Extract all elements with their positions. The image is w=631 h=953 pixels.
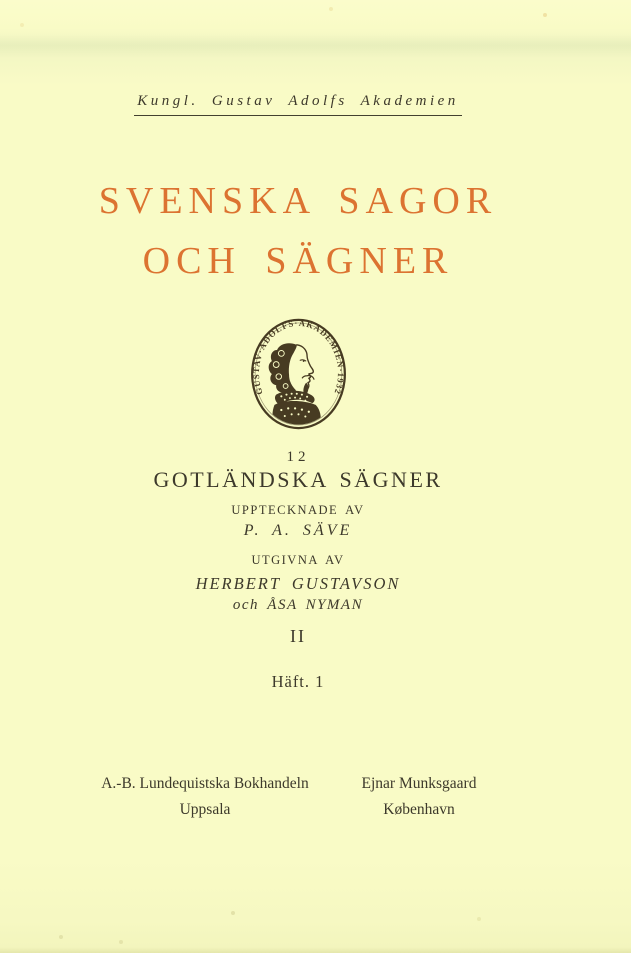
fascicle-label: Häft. 1 bbox=[271, 672, 325, 691]
volume-numeral: II bbox=[290, 626, 306, 646]
editor-secondary-name: och ÅSA NYMAN bbox=[232, 597, 364, 613]
series-subtitle: GOTLÄNDSKA SÄGNER bbox=[153, 467, 443, 492]
medallion-container bbox=[0, 315, 596, 438]
main-title-line-1: SVENSKA SAGOR bbox=[98, 180, 498, 222]
imprint-left-column bbox=[85, 771, 325, 823]
series-number: 12 bbox=[286, 449, 310, 465]
institution-name: Kungl. Gustav Adolfs Akademien bbox=[134, 93, 462, 116]
imprint-right-column bbox=[330, 771, 508, 823]
publisher-left: A.-B. Lundequistska Bokhandeln bbox=[101, 775, 309, 792]
medal-portrait bbox=[268, 343, 320, 425]
publisher-left-city: Uppsala bbox=[179, 801, 231, 818]
editor-primary-name: HERBERT GUSTAVSON bbox=[195, 574, 401, 593]
publisher-right-city: København bbox=[383, 801, 455, 818]
institution-line bbox=[0, 93, 596, 116]
scan-speckles bbox=[0, 0, 2, 2]
edited-by-label: UTGIVNA AV bbox=[251, 553, 345, 567]
main-title-line-2: OCH SÄGNER bbox=[142, 240, 454, 282]
recorded-by-name: P. A. SÄVE bbox=[243, 522, 353, 539]
portrait-pupil bbox=[302, 360, 304, 362]
medal-inscription: GUSTAV·ADOLFS·AKADEMIEN·1932 bbox=[250, 317, 346, 397]
scan-shading-band bbox=[0, 34, 631, 58]
portrait-mustache bbox=[302, 375, 314, 379]
recorded-by-label: UPPTECKNADE AV bbox=[231, 503, 365, 517]
gustav-adolf-portrait-medal-icon bbox=[247, 315, 350, 433]
publisher-right: Ejnar Munksgaard bbox=[361, 775, 477, 792]
portrait-face bbox=[296, 345, 313, 390]
